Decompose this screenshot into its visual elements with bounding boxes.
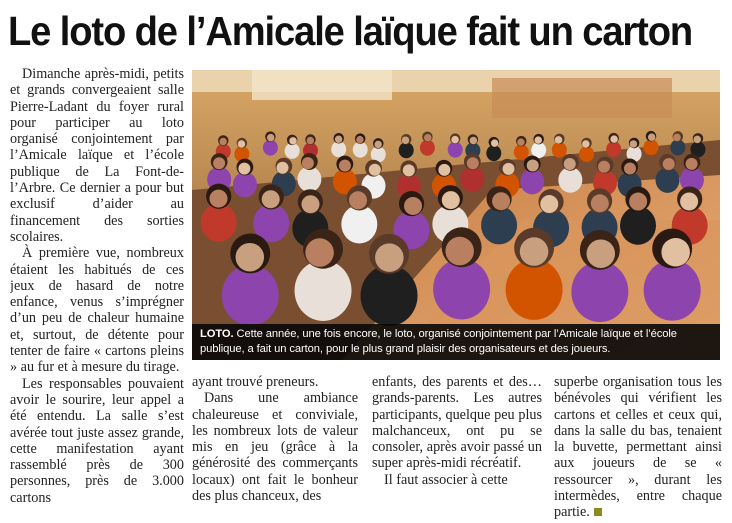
person-face [307,137,315,145]
person-body [222,265,279,326]
person-face [680,192,698,210]
person-body [558,167,582,193]
person-face [267,134,275,142]
person-face [349,191,367,209]
caption-text: Cette année, une fois encore, le loto, organisé conjointement par l’Amicale laïque et l’école publique, a fait un carton, pour le plus grand plaisir des organisateurs et des joueurs. [200,328,677,355]
person-body [420,140,435,156]
person-face [610,135,618,143]
person-face [403,164,415,176]
person-face [442,191,460,209]
person-face [374,141,382,149]
article-column-4 [554,374,722,522]
person-body [263,140,278,156]
person-face [277,162,289,174]
article-column-2 [192,374,358,522]
caption-lead: LOTO. [200,328,234,340]
person-body [670,139,685,155]
paragraph-continued: superbe organisation tous les bénévoles qui vérifient les cartons et celles et ceux qui, dans la salle du bas, tenaient la buvette, permettant ainsi aux joueurs de se « ressourcer », durant les intermèdes, entre chaque partie. [554,374,722,521]
person-face [517,138,525,146]
person-body [579,146,594,162]
person-body [486,145,501,161]
person-face [369,164,381,176]
person-face [587,239,616,268]
paragraph: Les responsables pouvaient avoir le sourire, leur appel a été entendu. La salle s’est avérée tout juste assez grande, cette manifestation ayant rassemblé près de 300 personnes, près de 3.000 cartons [10,375,184,506]
person-face [262,190,280,208]
person-face [663,158,675,170]
person-face [302,157,314,169]
person-face [335,135,343,143]
photo-caption [192,324,720,360]
person-face [591,194,609,212]
person-body [285,143,300,159]
person-face [445,237,474,265]
person-face [289,137,297,145]
person-face [339,160,351,172]
person-face [686,158,698,170]
paragraph-continued: enfants, des parents et des… grands-parents. Les autres participants, quelque peu plus malchanceux, ont pu se consoler, après avoir passé un super après-midi récréatif. [372,374,542,472]
person-face [648,133,656,141]
headline: Le loto de l’Amicale laïque fait un carton [8,8,693,54]
person-face [238,140,246,148]
end-of-article-square-icon [594,508,602,516]
person-body [571,261,628,322]
person-face [404,197,422,215]
person-face [520,237,549,265]
person-body [643,139,658,155]
person-face [564,158,576,170]
person-face [491,139,499,147]
person-face [356,136,364,144]
person-body [552,142,567,158]
paragraph-continued: ayant trouvé preneurs. [192,374,319,390]
person-face [630,140,638,148]
person-body [353,142,368,158]
person-body [448,142,463,158]
person-face [219,138,227,146]
person-face [694,136,702,144]
person-body [233,172,257,198]
person-body [481,206,517,244]
person-face [402,136,410,144]
person-face [540,195,558,213]
person-body [506,259,563,320]
person-face [555,136,563,144]
person-body [297,166,321,192]
paragraph: À première vue, nombreux étaient les habitués de ces jeux de hasard de notre enfance, venus s’imprégner d’un peu de chaleur humaine et, surtout, de détente pour tenter de faire « cartons pleins » au fur et à mesure du tirage. [10,245,184,376]
person-body [295,260,352,321]
person-body [644,260,701,321]
person-face [582,140,590,148]
person-body [361,265,418,326]
paragraph: Il faut associer à cette [384,471,508,488]
person-body [201,203,237,241]
person-body [331,141,346,157]
person-face [527,160,539,172]
person-face [210,190,228,208]
loto-hall-illustration [192,70,720,360]
person-face [470,137,478,145]
paragraph: Dimanche après-midi, petits et grands convergeaient salle Pierre-Ladant du foyer rural pour participer au loto organisé conjointement par l’Amicale laïque et l’école publique de La Font-de-l’Arbre. Ce dernier a pour but exclusif d’aider au financement des sorties scolaires. [10,66,184,245]
person-face [236,243,264,272]
person-body [606,141,621,157]
paragraph: Dans une ambiance chaleureuse et conviviale, les nombreux lots de valeur mis en jeu (grâce à la générosité des commerçants locaux) ont fait le bonheur des plus chanceux, des [192,390,358,505]
person-face [598,161,610,173]
person-body [520,169,544,195]
person-face [624,163,636,175]
person-face [238,163,250,175]
person-body [341,205,377,243]
person-body [655,167,679,193]
person-face [503,163,515,175]
person-face [213,157,225,169]
person-face [467,157,479,169]
loto-photo [192,70,720,360]
person-face [305,238,334,266]
person-face [451,136,459,144]
person-face [534,136,542,144]
person-body [514,144,529,160]
article-column-3 [372,374,542,522]
person-face [301,195,319,213]
person-face [673,134,681,142]
person-body [460,166,484,192]
person-face [661,238,690,266]
person-face [424,134,432,142]
person-face [629,193,647,211]
person-body [399,142,414,158]
person-face [375,243,404,271]
person-face [438,164,450,176]
article-column-1 [10,66,184,521]
person-body [620,206,656,244]
person-face [492,192,510,210]
person-body [433,259,490,320]
